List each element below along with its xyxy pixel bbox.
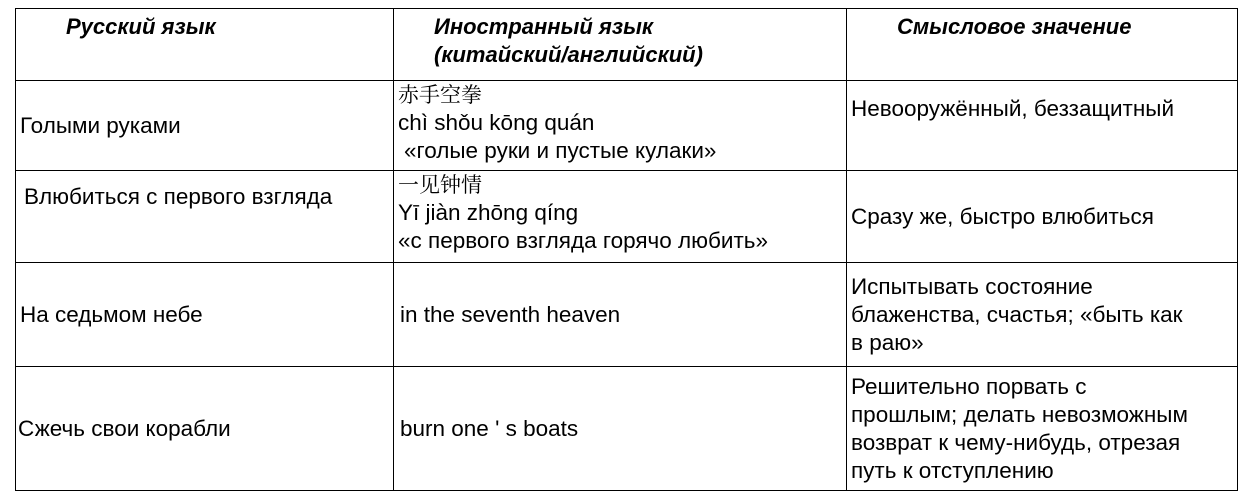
meaning-line: путь к отступлению	[851, 457, 1054, 483]
meaning-line: блаженства, счастья; «быть как	[851, 301, 1183, 327]
russian-idiom: Голыми руками	[20, 112, 181, 138]
russian-cell	[16, 263, 394, 367]
pinyin: chì shǒu kōng quán	[398, 110, 595, 135]
header-meaning-label: Смысловое значение	[897, 14, 1132, 39]
table-row	[16, 171, 1238, 263]
meaning-line: в раю»	[851, 329, 924, 355]
table-header-row	[16, 9, 1238, 81]
meaning-text: Сразу же, быстро влюбиться	[851, 203, 1154, 229]
meaning-cell	[847, 171, 1238, 263]
meaning-line: прошлым; делать невозможным	[851, 401, 1188, 427]
russian-cell	[16, 81, 394, 171]
header-russian-label: Русский язык	[66, 14, 216, 39]
header-foreign-sublabel: (китайский/английский)	[434, 42, 703, 67]
table-row	[16, 81, 1238, 171]
russian-idiom: Сжечь свои корабли	[18, 415, 231, 441]
chinese-idiom: 一见钟情	[398, 173, 482, 197]
meaning-line: Решительно порвать с	[851, 373, 1087, 399]
table-row	[16, 367, 1238, 491]
russian-cell	[16, 367, 394, 491]
meaning-cell	[847, 81, 1238, 171]
literal-translation: «с первого взгляда горячо любить»	[398, 228, 769, 253]
meaning-text: Невооружённый, беззащитный	[851, 96, 1175, 121]
table-row	[16, 263, 1238, 367]
meaning-cell	[847, 263, 1238, 367]
meaning-line: Испытывать состояние	[851, 273, 1093, 299]
foreign-cell	[394, 263, 847, 367]
meaning-line: возврат к чему-нибудь, отрезая	[851, 429, 1181, 455]
header-russian	[16, 9, 394, 81]
meaning-cell	[847, 367, 1238, 491]
english-idiom: in the seventh heaven	[400, 301, 621, 327]
russian-idiom: Влюбиться с первого взгляда	[24, 184, 333, 209]
header-foreign	[394, 9, 847, 81]
foreign-cell	[394, 171, 847, 263]
russian-idiom: На седьмом небе	[20, 301, 203, 327]
foreign-cell	[394, 367, 847, 491]
idioms-table	[15, 8, 1238, 491]
russian-cell	[16, 171, 394, 263]
english-idiom: burn one ' s boats	[400, 415, 579, 441]
chinese-idiom: 赤手空拳	[398, 83, 482, 107]
pinyin: Yī jiàn zhōng qíng	[398, 200, 579, 225]
header-meaning	[847, 9, 1238, 81]
header-foreign-label: Иностранный язык	[434, 14, 654, 39]
literal-translation: «голые руки и пустые кулаки»	[404, 138, 717, 163]
foreign-cell	[394, 81, 847, 171]
